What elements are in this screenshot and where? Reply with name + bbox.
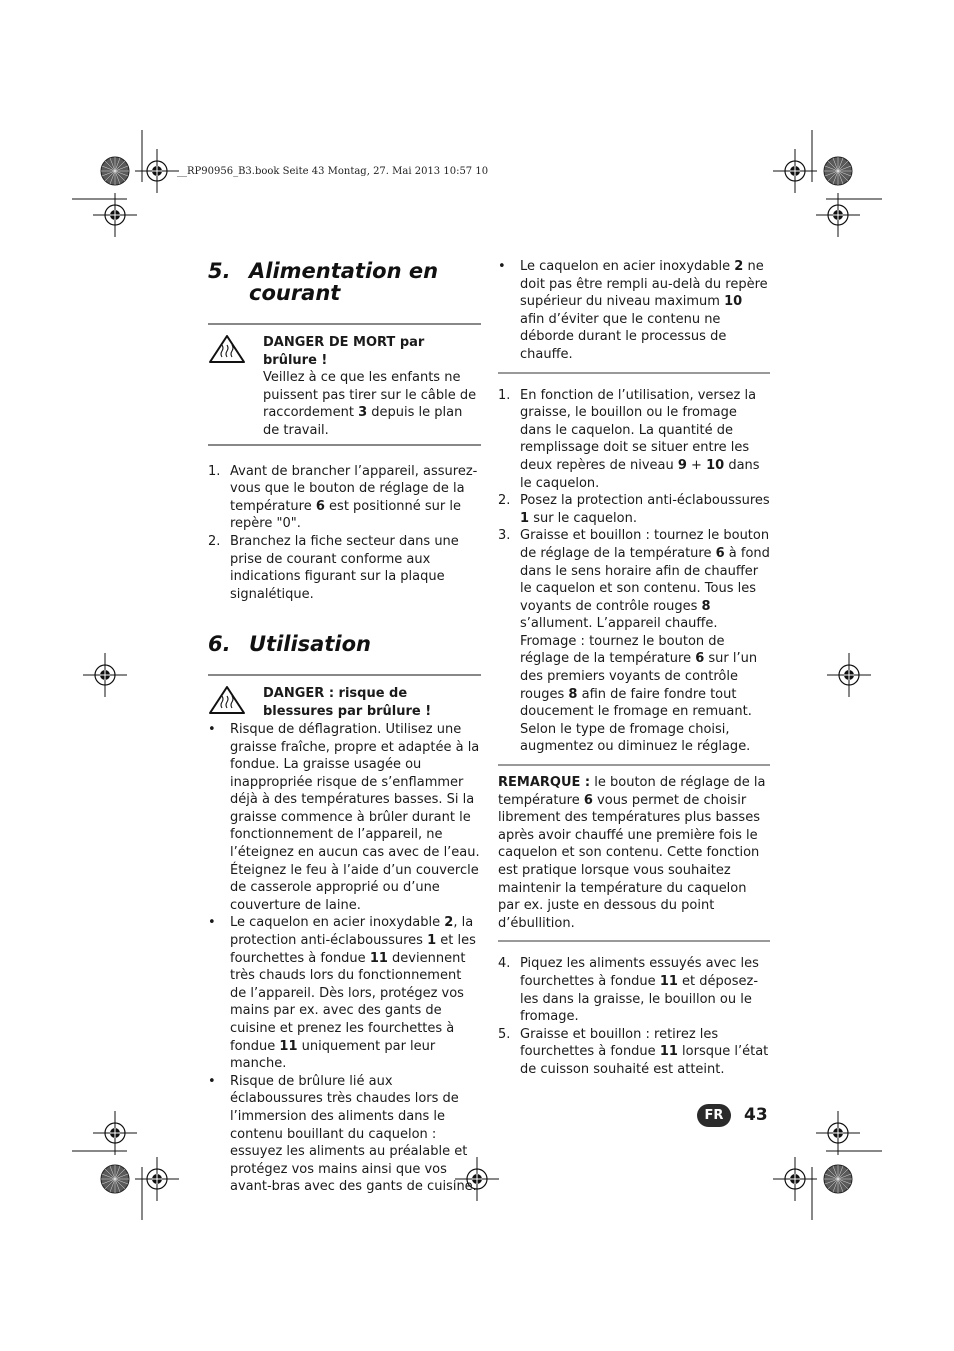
registration-mark-icon xyxy=(93,1111,137,1155)
warning-box xyxy=(208,323,481,446)
section-5-heading xyxy=(208,260,481,304)
warning-text xyxy=(263,685,481,721)
list-item: • Le caquelon en acier inoxydable 2, la protection anti-éclaboussures 1 et les fourchettes à fondue 11 deviennent très chauds lors du fonctionnement de l’appareil. Dès lors, protégez vos mains par ex. avec des gants de cuisine et prenez les fourchettes à fondue 11 uniquement par leur manche. xyxy=(208,915,476,1072)
color-wheel-icon xyxy=(101,1165,129,1193)
print-header: __RP90956_B3.book Seite 43 Montag, 27. Mai 2013 10:57 10 xyxy=(177,166,489,177)
usage-steps xyxy=(498,387,770,756)
list-item: 1. En fonction de l’utilisation, versez la graisse, le bouillon ou le fromage dans le caquelon. La quantité de remplissage doit se situer entre les deux repères de niveau 9 + 10 dans le caquelon. xyxy=(498,387,760,491)
section-number: 6. xyxy=(208,632,231,657)
registration-mark-icon xyxy=(83,653,127,697)
list-item: 3. Graisse et bouillon : tournez le bouton de réglage de la température 6 à fond dans le sens horaire afin de chauffer le caquelon et son contenu. Tous les voyants de contrôle rouges 8 s’allument. L’appareil chauffe. Fromage : tournez le bouton de réglage de la température 6 sur l’un des premiers voyants de contrôle rouges 8 afin de faire fondre tout doucement le fromage en remuant. Selon le type de fromage choisi, augmentez ou diminuez le réglage. xyxy=(498,528,770,755)
color-wheel-icon xyxy=(101,157,129,185)
list-item: 4. Piquez les aliments essuyés avec les fourchettes à fondue 11 et déposez-les dans la graisse, le bouillon ou le fromage. xyxy=(498,956,759,1025)
list-item: 2. Branchez la fiche secteur dans une prise de courant conforme aux indications figurant sur la plaque signalétique. xyxy=(208,533,459,602)
list-item: • Risque de déflagration. Utilisez une graisse fraîche, propre et adaptée à la fondue. La graisse usagée ou inappropriée risque de s’enflammer déjà à des températures basses. Si la graisse commence à brûler durant le fonctionnement de l’appareil, ne l’éteignez en aucun cas avec de l’eau. Éteignez le feu à l’aide d’un couvercle de casserole approprié ou d’une couverture de laine. xyxy=(208,721,480,913)
divider xyxy=(498,940,770,942)
language-badge: FR xyxy=(697,1104,731,1127)
registration-mark-icon xyxy=(827,653,871,697)
warning-title: DANGER : risque de blessures par brûlure ! xyxy=(263,686,432,719)
section-title: Alimentation en courant xyxy=(249,259,439,305)
section-6-heading xyxy=(208,633,481,655)
right-column xyxy=(498,258,770,1079)
note-box: REMARQUE : le bouton de réglage de la température 6 vous permet de choisir librement des températures plus basses après avoir chauffé une première fois le caquelon et son contenu. Cette fonction est pratique lorsque vous souhaitez maintenir la température du caquelon par ex. juste en dessous du point d’ébullition. xyxy=(498,775,766,931)
color-wheel-icon xyxy=(824,157,852,185)
safety-bullets xyxy=(208,721,481,1196)
warning-text xyxy=(263,334,481,440)
section-title: Utilisation xyxy=(249,632,371,657)
list-item: 1. Avant de brancher l’appareil, assurez-vous que le bouton de réglage de la température 6 est positionné sur le repère "0". xyxy=(208,463,478,532)
divider xyxy=(498,372,770,374)
hot-surface-warning-icon xyxy=(208,685,263,721)
warning-title: DANGER DE MORT par brûlure ! xyxy=(263,335,425,368)
warning-body: Veillez à ce que les enfants ne puissent pas tirer sur le câble de raccordement 3 depuis le plan de travail. xyxy=(263,370,477,438)
registration-mark-icon xyxy=(773,1157,817,1201)
hot-surface-warning-icon xyxy=(208,334,263,440)
list-item: • Risque de brûlure lié aux éclaboussures très chaudes lors de l’immersion des aliments dans le contenu bouillant du caquelon : essuyez les aliments au préalable et protégez vos mains ainsi que vos avant-bras avec des gants de cuisine. xyxy=(208,1073,477,1195)
usage-steps-continued xyxy=(498,955,770,1078)
safety-bullets-continued xyxy=(498,258,770,364)
left-column xyxy=(208,258,481,1196)
warning-box xyxy=(208,674,481,721)
page-number: 43 xyxy=(744,1105,768,1125)
list-item: • Le caquelon en acier inoxydable 2 ne doit pas être rempli au-delà du repère supérieur du niveau maximum 10 afin d’éviter que le contenu ne déborde durant le processus de chauffe. xyxy=(498,259,768,362)
color-wheel-icon xyxy=(824,1165,852,1193)
registration-mark-icon xyxy=(816,1111,860,1155)
registration-mark-icon xyxy=(816,193,860,237)
registration-mark-icon xyxy=(773,149,817,193)
section-number: 5. xyxy=(208,259,231,283)
list-item: 2. Posez la protection anti-éclaboussures 1 sur le caquelon. xyxy=(498,493,770,526)
connection-steps xyxy=(208,463,481,604)
list-item: 5. Graisse et bouillon : retirez les fourchettes à fondue 11 lorsque l’état de cuisson souhaité est atteint. xyxy=(498,1026,769,1077)
registration-mark-icon xyxy=(93,193,137,237)
note-label: REMARQUE : xyxy=(498,775,591,791)
